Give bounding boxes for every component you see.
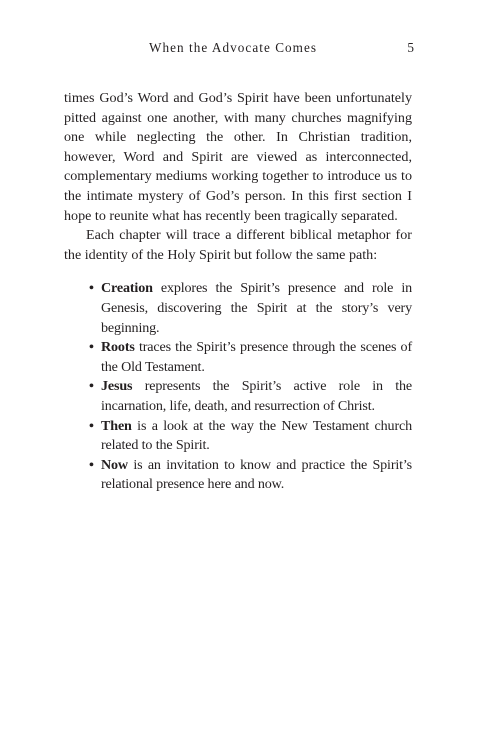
list-item [90, 417, 412, 456]
bullet-list [64, 279, 412, 495]
bullet-icon: • [89, 417, 94, 434]
list-item [90, 456, 412, 495]
list-item-term: Now [101, 456, 128, 473]
list-item-term: Roots [101, 339, 135, 356]
bullet-icon: • [89, 339, 94, 356]
bullet-icon: • [89, 378, 94, 395]
page-number: 5 [407, 40, 414, 55]
list-item [90, 377, 412, 416]
list-item-text: is a look at the way the New Testament church related to the Spirit. [101, 417, 412, 454]
running-head [64, 40, 414, 62]
list-item-text: explores the Spirit’s presence and role in Genesis, discovering the Spirit at the story’s very beginning. [101, 280, 412, 336]
list-item [90, 279, 412, 338]
bullet-icon: • [89, 456, 94, 473]
running-title: When the Advocate Comes [149, 40, 318, 55]
list-item-text: is an invitation to know and practice the Spirit’s relational presence here and now. [101, 456, 412, 493]
list-item-text: represents the Spirit’s active role in the incarnation, life, death, and resurrection of Christ. [101, 378, 412, 414]
list-item [90, 338, 412, 377]
list-item-term: Creation [101, 280, 153, 297]
body-text [64, 89, 412, 495]
paragraph: times God’s Word and God’s Spirit have been unfortunately pitted against one another, with many churches magnifying one while neglecting the other. In Christian tradition, however, Word and Spirit are viewed as interconnected, complementary mediums working together to introduce us to the intimate mystery of God’s person. In this first section I hope to reunite what has recently been tragically separated. [64, 90, 412, 224]
list-item-term: Jesus [101, 378, 133, 395]
bullet-icon: • [89, 280, 94, 297]
list-item-term: Then [101, 417, 132, 434]
paragraph: Each chapter will trace a different biblical metaphor for the identity of the Holy Spirit but follow the same path: [64, 227, 412, 263]
list-item-text: traces the Spirit’s presence through the scenes of the Old Testament. [101, 339, 412, 375]
